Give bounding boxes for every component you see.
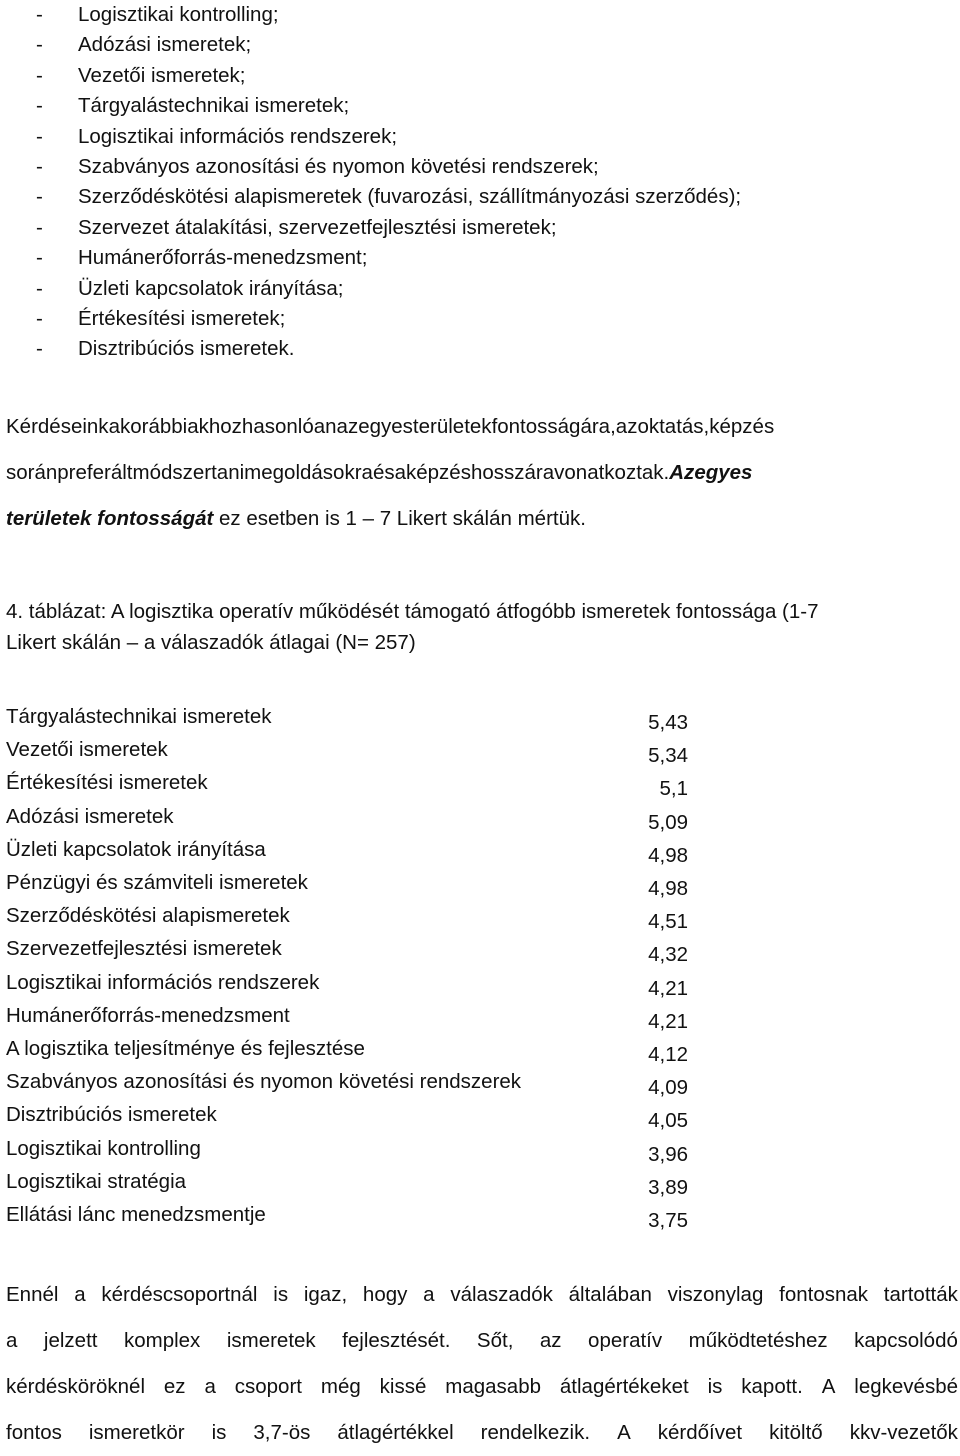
word: módszertani (132, 461, 245, 484)
word: is (211, 1421, 227, 1444)
table-row-label: Ellátási lánc menedzsmentje (6, 1203, 266, 1226)
table-row (6, 1170, 706, 1203)
table-row-label: Adózási ismeretek (6, 804, 174, 828)
word: kérdőívet (657, 1421, 743, 1444)
word: képzés (709, 415, 775, 438)
table-row-value: 4,09 (648, 1076, 688, 1100)
table-row (6, 1037, 706, 1070)
word: kissé (379, 1375, 427, 1398)
table-row (6, 1070, 706, 1103)
table-row-value: 5,1 (659, 777, 688, 801)
word: az (615, 415, 638, 438)
table-row-value: 3,75 (648, 1209, 688, 1232)
list-item-text: Értékesítési ismeretek; (78, 307, 286, 330)
table-row-value: 3,89 (648, 1175, 688, 1199)
word: fontosságára, (491, 415, 616, 438)
table-row (6, 771, 706, 804)
table-row (6, 1103, 706, 1136)
closing-paragraph (6, 1272, 958, 1456)
word: jelzett (43, 1329, 98, 1352)
word: a (6, 1329, 18, 1352)
table-row-value: 5,09 (648, 810, 688, 834)
word: rendelkezik. (480, 1421, 591, 1444)
word: során (6, 461, 58, 484)
word: magasabb (445, 1375, 541, 1398)
word: Ennél (6, 1283, 59, 1306)
closing-line-2 (6, 1318, 958, 1364)
table-row-label: A logisztika teljesítménye és fejlesztése (6, 1037, 365, 1060)
word: a (74, 1283, 86, 1306)
word: képzés (406, 461, 471, 484)
list-item-text: Disztribúciós ismeretek. (78, 337, 295, 361)
word: preferált (57, 461, 133, 484)
bullet-marker: - (36, 63, 43, 87)
list-item-text: Szervezet átalakítási, szervezetfejlesztési ismeretek; (78, 215, 557, 239)
bullet-marker: - (36, 185, 43, 209)
word: fontosnak (779, 1283, 869, 1306)
word: kkv-vezetők (849, 1421, 958, 1444)
word: igaz, (303, 1283, 348, 1306)
word: A (617, 1421, 631, 1444)
table-row-label: Logisztikai kontrolling (6, 1136, 201, 1160)
table-caption (6, 596, 960, 658)
list-item-text: Vezetői ismeretek; (78, 63, 246, 87)
word: válaszadók (450, 1283, 553, 1306)
emphasized-word: Az (669, 461, 695, 484)
table-row (6, 838, 706, 871)
table-row-value: 4,51 (648, 910, 688, 934)
word: legkevésbé (854, 1375, 958, 1398)
bullet-marker: - (36, 124, 43, 148)
bullet-marker: - (36, 276, 43, 300)
table-row (6, 705, 706, 738)
bullet-marker: - (36, 215, 43, 239)
list-item-text: Üzleti kapcsolatok irányítása; (78, 276, 344, 300)
table-row (6, 1004, 706, 1037)
closing-line-1 (6, 1272, 958, 1318)
intro-paragraph (6, 404, 956, 542)
table-caption-line-1: 4. táblázat: A logisztika operatív működését támogató átfogóbb ismeretek fontossága (1-7 (6, 600, 819, 623)
word: tartották (883, 1283, 958, 1306)
intro-line-3-text: ez esetben is 1 – 7 Likert skálán mértük. (213, 507, 586, 530)
table-row-label: Értékesítési ismeretek (6, 771, 208, 795)
table-row-label: Humánerőforrás-menedzsment (6, 1003, 290, 1027)
bullet-marker: - (36, 3, 43, 26)
word: ismeretek (226, 1329, 316, 1352)
list-item-text: Adózási ismeretek; (78, 33, 252, 57)
table-row-label: Logisztikai információs rendszerek (6, 970, 320, 994)
table-row-value: 4,21 (648, 1009, 688, 1033)
word: kapott. (741, 1375, 803, 1398)
word: A (821, 1375, 836, 1398)
word: és (372, 461, 395, 484)
emphasized-word: egyes (694, 461, 753, 484)
table-row-value: 5,43 (648, 711, 688, 734)
word: is (707, 1375, 723, 1398)
table-row (6, 904, 706, 937)
word: területek (412, 415, 492, 438)
closing-line-3 (6, 1364, 958, 1410)
word: a (204, 1375, 216, 1398)
word: fejlesztését. (342, 1329, 451, 1352)
word: ez (163, 1375, 186, 1398)
table-row (6, 738, 706, 771)
table-row-value: 4,98 (648, 877, 688, 900)
table-row-value: 4,98 (648, 843, 688, 867)
bullet-marker: - (36, 155, 43, 178)
table-row-label: Pénzügyi és számviteli ismeretek (6, 871, 308, 894)
word: a (108, 415, 120, 438)
word: hogy (362, 1283, 408, 1306)
table-row-value: 4,05 (648, 1109, 688, 1133)
table-row-label: Szervezetfejlesztési ismeretek (6, 937, 282, 961)
intro-line-2 (6, 450, 956, 496)
word: korábbiakhoz (119, 415, 242, 438)
table-caption-line-2: Likert skálán – a válaszadók átlagai (N= 257) (6, 631, 416, 654)
table-row-label: Vezetői ismeretek (6, 738, 168, 762)
table-row (6, 1137, 706, 1170)
list-item-text: Szerződéskötési alapismeretek (fuvarozási, szállítmányozási szerződés); (78, 185, 742, 209)
intro-line-3 (6, 496, 956, 542)
closing-line-4 (6, 1410, 958, 1456)
word: még (320, 1375, 361, 1398)
table-row-value: 4,21 (648, 976, 688, 1000)
bullet-marker: - (36, 33, 43, 57)
list-item-text: Tárgyalástechnikai ismeretek; (78, 94, 350, 118)
list-item-text: Szabványos azonosítási és nyomon követési rendszerek; (78, 155, 599, 178)
list-item-text: Logisztikai kontrolling; (78, 3, 279, 26)
table-row-label: Szerződéskötési alapismeretek (6, 904, 290, 928)
table-row (6, 871, 706, 904)
word: működtetéshez (688, 1329, 828, 1352)
table-row-value: 3,96 (648, 1142, 688, 1166)
word: Kérdéseink (6, 415, 109, 438)
word: a (394, 461, 406, 484)
word: 3,7-ös (253, 1421, 311, 1444)
word: Sőt, (476, 1329, 514, 1352)
table-row (6, 1203, 706, 1236)
word: oktatás, (637, 415, 710, 438)
bullet-marker: - (36, 337, 43, 361)
word: kérdésköröknél (6, 1375, 146, 1398)
word: viszonylag (667, 1283, 764, 1306)
bullet-marker: - (36, 246, 43, 270)
word: fontos (6, 1421, 62, 1444)
word: operatív (588, 1329, 663, 1352)
table-row (6, 937, 706, 970)
word: kapcsolódó (854, 1329, 958, 1352)
word: megoldásokra (244, 461, 373, 484)
word: csoport (234, 1375, 302, 1398)
table-row (6, 805, 706, 838)
word: kérdéscsoportnál (101, 1283, 258, 1306)
list-item-text: Logisztikai információs rendszerek; (78, 124, 398, 148)
word: is (273, 1283, 289, 1306)
table-row-value: 4,12 (648, 1043, 688, 1066)
word: az (336, 415, 359, 438)
bullet-marker: - (36, 307, 43, 330)
word: egyes (358, 415, 413, 438)
word: átlagértékeket (559, 1375, 689, 1398)
list-item-text: Humánerőforrás-menedzsment; (78, 246, 368, 270)
table-row-label: Logisztikai stratégia (6, 1169, 187, 1193)
table-row-label: Tárgyalástechnikai ismeretek (6, 705, 272, 728)
table-row-label: Szabványos azonosítási és nyomon követési rendszerek (6, 1070, 522, 1094)
table-row-label: Disztribúciós ismeretek (6, 1103, 217, 1127)
table-row-value: 4,32 (648, 943, 688, 967)
word: ismeretkör (88, 1421, 185, 1444)
word: hosszára (470, 461, 555, 484)
word: az (539, 1329, 562, 1352)
word: vonatkoztak. (554, 461, 670, 484)
table-row-value: 5,34 (648, 744, 688, 768)
word: komplex (123, 1329, 201, 1352)
word: hasonlóan (241, 415, 337, 438)
table-row (6, 971, 706, 1004)
word: a (423, 1283, 435, 1306)
emphasized-text: területek fontosságát (6, 507, 214, 530)
word: kitöltő (769, 1421, 823, 1444)
intro-line-1 (6, 404, 956, 450)
word: átlagértékkel (337, 1421, 454, 1444)
table-row-label: Üzleti kapcsolatok irányítása (6, 837, 266, 861)
bullet-marker: - (36, 94, 43, 118)
word: általában (568, 1283, 652, 1306)
